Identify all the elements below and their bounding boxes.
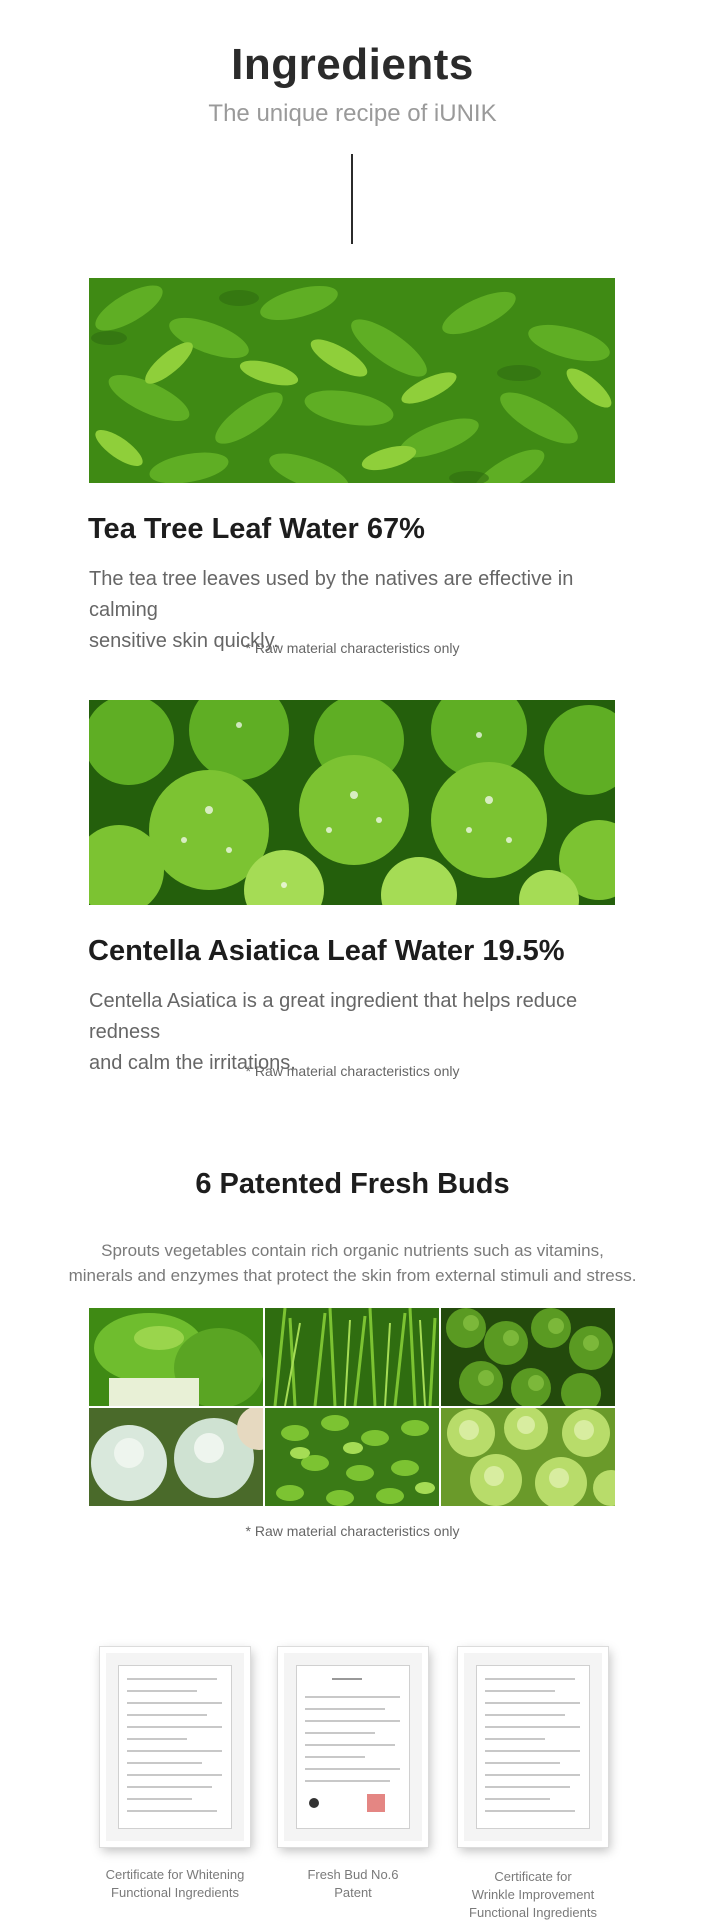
label-line: Wrinkle Improvement <box>471 1887 595 1902</box>
label-line: Functional Ingredients <box>469 1905 597 1920</box>
page-subtitle: The unique recipe of iUNIK <box>208 100 497 127</box>
label-line: Fresh Bud No.6 <box>307 1867 399 1882</box>
buds-section-description <box>40 1238 665 1288</box>
certificate-frame-wrinkle <box>458 1647 608 1847</box>
certificate-label-wrinkle <box>448 1868 618 1920</box>
centella-leaves-photo <box>89 700 615 905</box>
alfalfa-photo <box>265 1408 439 1506</box>
label-line: Certificate for Whitening <box>105 1867 245 1882</box>
raw-material-note: * Raw material characteristics only <box>245 1523 460 1539</box>
label-line: Functional Ingredients <box>111 1885 239 1900</box>
description-line: Centella Asiatica is a great ingredient that helps reduce redness <box>89 990 578 1043</box>
bok-choy-photo <box>89 1308 263 1406</box>
fresh-buds-grid <box>89 1308 615 1506</box>
ingredient-title-centella: Centella Asiatica Leaf Water 19.5% <box>88 935 565 967</box>
page-title: Ingredients <box>231 40 474 89</box>
certificate-label-patent <box>268 1866 438 1902</box>
tea-tree-leaves-photo <box>89 278 615 483</box>
description-line: minerals and enzymes that protect the skin from external stimuli and stress. <box>68 1266 637 1285</box>
label-line: Patent <box>334 1885 372 1900</box>
raw-material-note: * Raw material characteristics only <box>245 1063 460 1079</box>
description-line: The tea tree leaves used by the natives are effective in calming <box>89 568 574 621</box>
raw-material-note: * Raw material characteristics only <box>245 640 460 656</box>
wheatgrass-photo <box>265 1308 439 1406</box>
label-line: Certificate for <box>494 1869 572 1884</box>
description-line: and calm the irritations. <box>89 1052 296 1074</box>
vertical-divider <box>351 154 353 244</box>
broccoli-photo <box>441 1308 615 1406</box>
certificate-document <box>296 1665 410 1829</box>
brussels-sprouts-photo <box>441 1408 615 1506</box>
certificate-document <box>476 1665 590 1829</box>
certificate-label-whitening <box>90 1866 260 1902</box>
stamp-icon <box>367 1794 385 1812</box>
description-line: sensitive skin quickly. <box>89 630 279 652</box>
buds-section-title: 6 Patented Fresh Buds <box>195 1168 510 1200</box>
certificate-document <box>118 1665 232 1829</box>
certificate-frame-whitening <box>100 1647 250 1847</box>
certificate-frame-patent <box>278 1647 428 1847</box>
turnip-photo <box>89 1408 263 1506</box>
description-line: Sprouts vegetables contain rich organic nutrients such as vitamins, <box>101 1241 604 1260</box>
seal-icon <box>309 1798 319 1808</box>
ingredient-title-tea-tree: Tea Tree Leaf Water 67% <box>88 513 425 545</box>
